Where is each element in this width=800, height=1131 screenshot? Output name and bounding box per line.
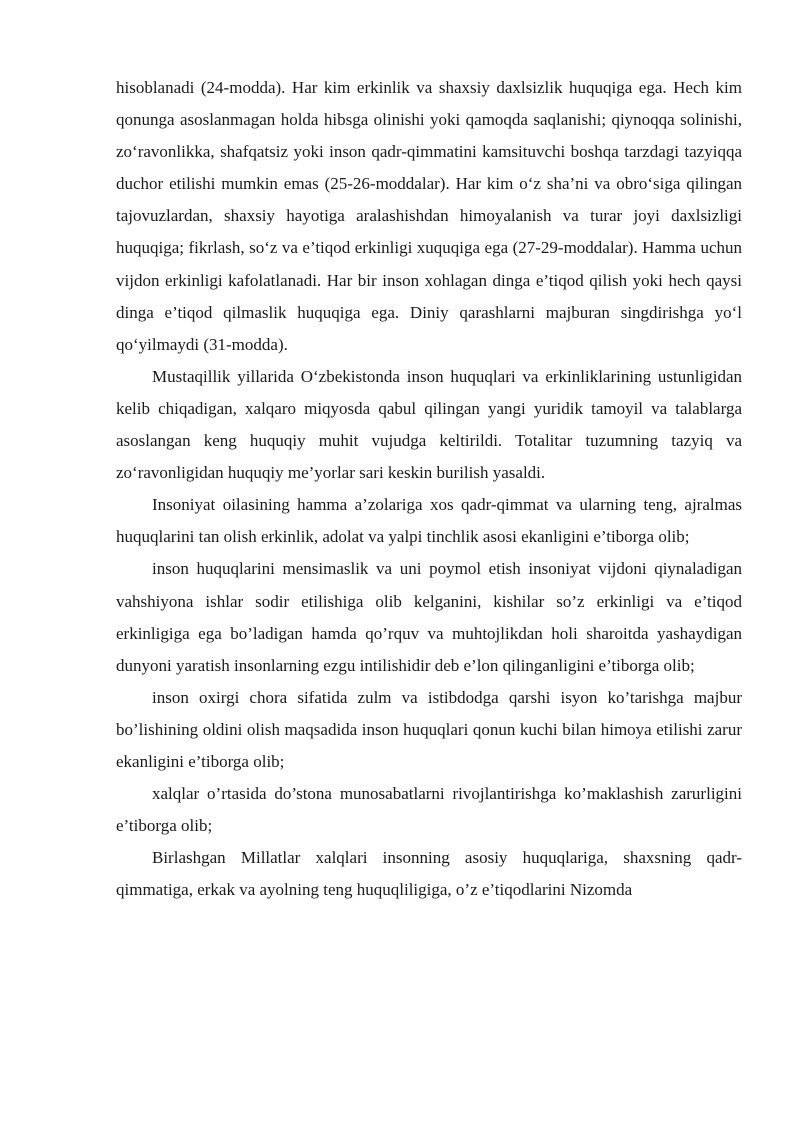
- paragraph-1: hisoblanadi (24-modda). Har kim erkinlik va shaxsiy daxlsizlik huquqiga ega. Hech kim qonunga asoslanmagan holda hibsga olinishi yoki qamoqda saqlanishi; qiynoqqa solinishi, zo‘ravonlikka, shafqatsiz yoki inson qadr-qimmatini kamsituvchi boshqa tarzdagi tazyiqqa duchor etilishi mumkin emas (25-26-moddalar). Har kim o‘z sha’ni va obro‘siga qilingan tajovuzlardan, shaxsiy hayotiga aralashishdan himoyalanish va turar joyi daxlsizligi huquqiga; fikrlash, so‘z va e’tiqod erkinligi xuquqiga ega (27-29-moddalar). Hamma uchun vijdon erkinligi kafolatlanadi. Har bir inson xohlagan dinga e’tiqod qilish yoki hech qaysi dinga e’tiqod qilmaslik huquqiga ega. Diniy qarashlarni majburan singdirishga yo‘l qo‘yilmaydi (31-modda).: [116, 78, 742, 354]
- body-text: [116, 72, 742, 906]
- paragraph-5: inson oxirgi chora sifatida zulm va istibdodga qarshi isyon ko’tarishga majbur bo’lishining oldini olish maqsadida inson huquqlari qonun kuchi bilan himoya etilishi zarur ekanligini e’tiborga olib;: [116, 687, 742, 771]
- paragraph-3: Insoniyat oilasining hamma a’zolariga xos qadr-qimmat va ularning teng, ajralmas huquqlarini tan olish erkinlik, adolat va yalpi tinchlik asosi ekanligini e’tiborga olib;: [116, 495, 742, 547]
- paragraph-7: Birlashgan Millatlar xalqlari insonning asosiy huquqlariga, shaxsning qadr-qimmatiga, erkak va ayolning teng huquqliligiga, o’z e’tiqodlarini Nizomda: [116, 848, 742, 900]
- paragraph-6: xalqlar o’rtasida do’stona munosabatlarni rivojlantirishga ko’maklashish zarurligini e’tiborga olib;: [116, 784, 742, 836]
- paragraph-4: inson huquqlarini mensimaslik va uni poymol etish insoniyat vijdoni qiynaladigan vahshiyona ishlar sodir etilishiga olib kelganini, kishilar so’z erkinligi va e’tiqod erkinligiga ega bo’ladigan hamda qo’rquv va muhtojlikdan holi sharoitda yashaydigan dunyoni yaratish insonlarning ezgu intilishidir deb e’lon qilinganligini e’tiborga olib;: [116, 559, 742, 675]
- paragraph-2: Mustaqillik yillarida O‘zbekistonda inson huquqlari va erkinliklarining ustunligidan kelib chiqadigan, xalqaro miqyosda qabul qilingan yangi yuridik tamoyil va talablarga asoslangan keng huquqiy muhit vujudga keltirildi. Totalitar tuzumning tazyiq va zo‘ravonligidan huquqiy me’yorlar sari keskin burilish yasaldi.: [116, 366, 742, 483]
